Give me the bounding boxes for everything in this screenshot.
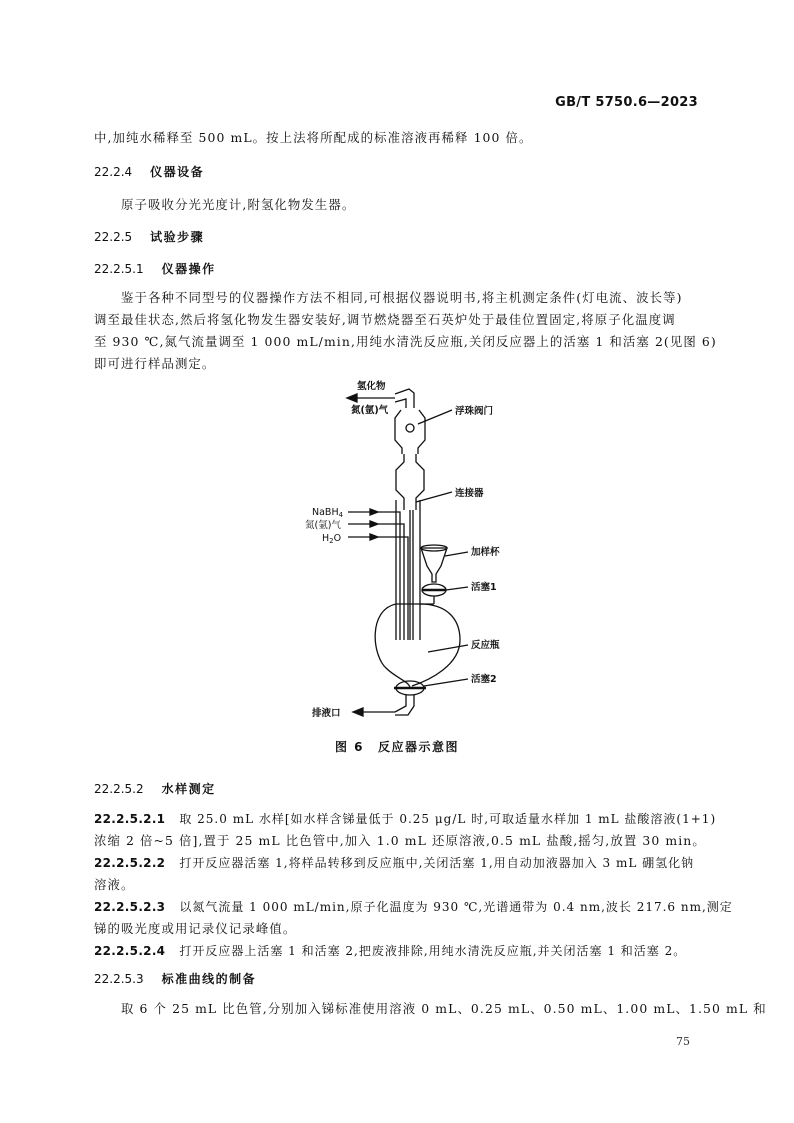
leader-stopcock-1 [446,587,468,590]
step-text: 取 25.0 mL 水样[如水样含锑量低于 0.25 μg/L 时,可取适量水样加 1 mL 盐酸溶液(1+1) [179,812,717,826]
section-number: 22.2.4 [94,165,133,179]
outlet-arrow-head [347,394,357,402]
section-heading-22-2-5 [94,228,204,245]
paragraph-operation-line-3: 至 930 ℃,氮气流量调至 1 000 mL/min,用纯水清洗反应瓶,关闭反应器上的活塞 1 和活塞 2(见图 6) [94,334,717,349]
float-ball [406,424,414,432]
paragraph-operation-line-4: 即可进行样品测定。 [94,356,216,371]
section-title: 仪器操作 [161,262,216,276]
sample-cup [421,548,447,582]
paragraph-operation-line-2: 调至最佳状态,然后将氢化物发生器安装好,调节燃烧器至石英炉处于最佳位置固定,将原子化温度调 [94,312,676,327]
label-water [322,533,341,545]
reaction-bottle [375,604,460,688]
label-float-valve: 浮珠阀门 [455,406,494,417]
step-number: 22.2.5.2.4 [94,944,166,958]
label-sample-cup: 加样杯 [471,547,500,558]
step-number: 22.2.5.2.3 [94,900,166,914]
step-text: 打开反应器上活塞 1 和活塞 2,把废液排除,用纯水清洗反应瓶,并关闭活塞 1 和活塞 2。 [179,944,687,958]
paragraph-standard-curve: 取 6 个 25 mL 比色管,分别加入锑标准使用溶液 0 mL、0.25 mL、0.50 mL、1.00 mL、1.50 mL 和 [121,1001,767,1016]
section-title: 水样测定 [161,782,216,796]
section-title: 标准曲线的制备 [161,972,257,986]
label-stopcock-1: 活塞1 [471,582,497,593]
label-water-o: O [333,533,342,544]
section-number: 22.2.5.2 [94,782,144,796]
standard-number: GB/T 5750.6—2023 [555,95,698,110]
leader-stopcock-2 [424,679,468,686]
section-heading-22-2-5-3 [94,970,256,987]
label-stopcock-2: 活塞2 [471,674,497,685]
label-gas-out: 氮(氩)气 [351,405,389,416]
leader-sample-cup [445,552,468,556]
step-22-2-5-2-4 [94,940,686,962]
label-nabh4-main: NaBH [312,507,339,518]
label-gas-in: 氮(氩)气 [305,520,341,531]
label-connector: 连接器 [455,488,484,499]
reactor-diagram [300,378,520,723]
step-22-2-5-2-2 [94,852,694,874]
paragraph-instruments: 原子吸收分光光度计,附氢化物发生器。 [121,197,356,212]
section-heading-22-2-5-1 [94,260,216,277]
section-number: 22.2.5.1 [94,262,144,276]
label-nabh4-sub: 4 [338,511,344,519]
section-title: 仪器设备 [150,165,205,179]
drain-arrow-head [353,708,363,716]
leader-reaction-bottle [428,645,468,652]
step-text: 以氮气流量 1 000 mL/min,原子化温度为 930 ℃,光谱通带为 0.4 nm,波长 217.6 nm,测定 [179,900,733,914]
step-22-2-5-2-1-cont: 浓缩 2 倍~5 倍],置于 25 mL 比色管中,加入 1.0 mL 还原溶液,0.5 mL 盐酸,摇匀,放置 30 min。 [94,833,706,848]
leader-float-valve [418,410,452,424]
section-heading-22-2-4 [94,163,204,180]
figure-title: 反应器示意图 [378,740,460,754]
label-nabh4 [312,507,344,519]
paragraph-operation-line-1: 鉴于各种不同型号的仪器操作方法不相同,可根据仪器说明书,将主机测定条件(灯电流、波长等) [121,290,683,305]
section-title: 试验步骤 [150,230,205,244]
step-text: 打开反应器活塞 1,将样品转移到反应瓶中,关闭活塞 1,用自动加液器加入 3 mL 硼氢化钠 [179,856,695,870]
inlet-tube-nabh4 [378,512,400,640]
step-22-2-5-2-2-cont: 溶液。 [94,877,135,892]
section-number: 22.2.5.3 [94,972,144,986]
page-number: 75 [676,1035,690,1048]
drain-tube [395,695,414,715]
label-hydride: 氢化物 [357,381,386,392]
section-heading-22-2-5-2 [94,780,216,797]
figure-number: 图 6 [334,740,364,754]
section-number: 22.2.5 [94,230,133,244]
center-tube [410,510,413,640]
step-22-2-5-2-3-cont: 锑的吸光度或用记录仪记录峰值。 [94,921,297,936]
label-drain: 排液口 [312,708,341,719]
label-water-sub: 2 [329,537,334,545]
label-reaction-bottle: 反应瓶 [471,640,500,651]
step-number: 22.2.5.2.1 [94,812,166,826]
paragraph-continued: 中,加纯水稀释至 500 mL。按上法将所配成的标准溶液再稀释 100 倍。 [94,130,533,145]
step-22-2-5-2-3 [94,896,733,918]
step-22-2-5-2-1 [94,808,716,830]
step-number: 22.2.5.2.2 [94,856,166,870]
top-outlet-tube [395,389,414,408]
figure-caption [0,738,794,755]
label-water-h: H [322,533,330,544]
